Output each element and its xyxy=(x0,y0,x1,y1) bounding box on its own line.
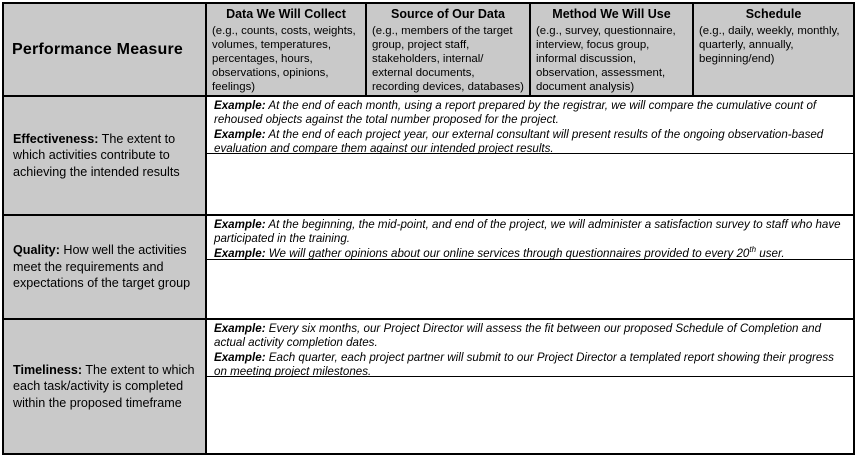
example-entry xyxy=(214,244,845,261)
measure-cell-quality xyxy=(4,216,207,318)
examples-box xyxy=(207,216,853,260)
examples-box xyxy=(207,97,853,154)
header-source-of-our-data xyxy=(367,4,531,95)
table-header-row xyxy=(4,4,853,97)
examples-area xyxy=(207,97,853,214)
measure-text xyxy=(13,362,195,411)
example-entry xyxy=(214,99,845,128)
example-entry xyxy=(214,322,845,351)
example-label: Example: xyxy=(214,218,266,231)
empty-entry-cell xyxy=(207,377,853,453)
example-text: Every six months, our Project Director will assess the fit between our proposed Schedule of Completion and actual activity completion dates. xyxy=(214,322,822,350)
measure-text xyxy=(13,242,195,291)
header-schedule xyxy=(694,4,853,95)
column-subtitle: (e.g., members of the target group, project staff, stakeholders, internal/ external documents, recording devices, databases) xyxy=(372,24,524,94)
examples-area xyxy=(207,216,853,318)
performance-measure-table xyxy=(2,2,855,455)
example-text: Each quarter, each project partner will submit to our Project Director a templated report showing their progress on meeting project milestones. xyxy=(214,350,834,377)
example-entry xyxy=(214,218,845,247)
example-text: At the end of each project year, our external consultant will present results of the ongoing observation-based evaluation and compare them against our intended project results. xyxy=(214,127,824,154)
measure-definition: The extent to which each task/activity is completed within the proposed timeframe xyxy=(13,362,195,410)
measure-term: Timeliness: xyxy=(13,362,83,377)
empty-entry-cell xyxy=(207,260,853,318)
column-subtitle: (e.g., survey, questionnaire, interview, focus group, informal discussion, observation, assessment, document analysis) xyxy=(536,24,676,94)
example-label: Example: xyxy=(214,350,266,364)
example-text-post: user. xyxy=(756,246,785,260)
column-title: Method We Will Use xyxy=(552,7,671,21)
table-row-quality xyxy=(4,216,853,320)
example-entry xyxy=(214,351,845,378)
examples-box xyxy=(207,320,853,377)
example-text: We will gather opinions about our online services through questionnaires provided to every 20 xyxy=(265,246,750,260)
header-performance-measure xyxy=(4,4,207,95)
measure-definition: The extent to which activities contribute to achieving the intended results xyxy=(13,131,180,179)
example-entry xyxy=(214,128,845,155)
examples-area xyxy=(207,320,853,453)
column-title: Schedule xyxy=(745,7,802,21)
performance-measure-title: Performance Measure xyxy=(12,40,183,58)
column-title: Source of Our Data xyxy=(391,7,505,21)
example-text: At the end of each month, using a report prepared by the registrar, we will compare the cumulative count of rehoused objects against the total number proposed for the project. xyxy=(214,99,817,127)
example-label: Example: xyxy=(214,127,266,141)
column-subtitle: (e.g., daily, weekly, monthly, quarterly, annually, beginning/end) xyxy=(699,24,840,65)
example-label: Example: xyxy=(214,99,266,112)
measure-definition: How well the activities meet the requirements and expectations of the target group xyxy=(13,243,191,291)
example-label: Example: xyxy=(214,322,266,335)
measure-term: Effectiveness: xyxy=(13,131,99,146)
measure-term: Quality: xyxy=(13,243,60,258)
header-method-we-will-use xyxy=(531,4,694,95)
measure-cell-timeliness xyxy=(4,320,207,453)
example-text: At the beginning, the mid-point, and end of the project, we will administer a satisfaction survey to staff who have participated in the training. xyxy=(214,218,841,246)
empty-entry-cell xyxy=(207,154,853,214)
column-subtitle: (e.g., counts, costs, weights, volumes, temperatures, percentages, hours, observations, opinions, feelings) xyxy=(212,24,356,94)
column-title: Data We Will Collect xyxy=(226,7,346,21)
header-data-we-will-collect xyxy=(207,4,367,95)
table-row-timeliness xyxy=(4,320,853,453)
example-label: Example: xyxy=(214,246,266,260)
table-row-effectiveness xyxy=(4,97,853,216)
measure-cell-effectiveness xyxy=(4,97,207,214)
example-superscript: th xyxy=(749,244,757,254)
measure-text xyxy=(13,131,195,180)
